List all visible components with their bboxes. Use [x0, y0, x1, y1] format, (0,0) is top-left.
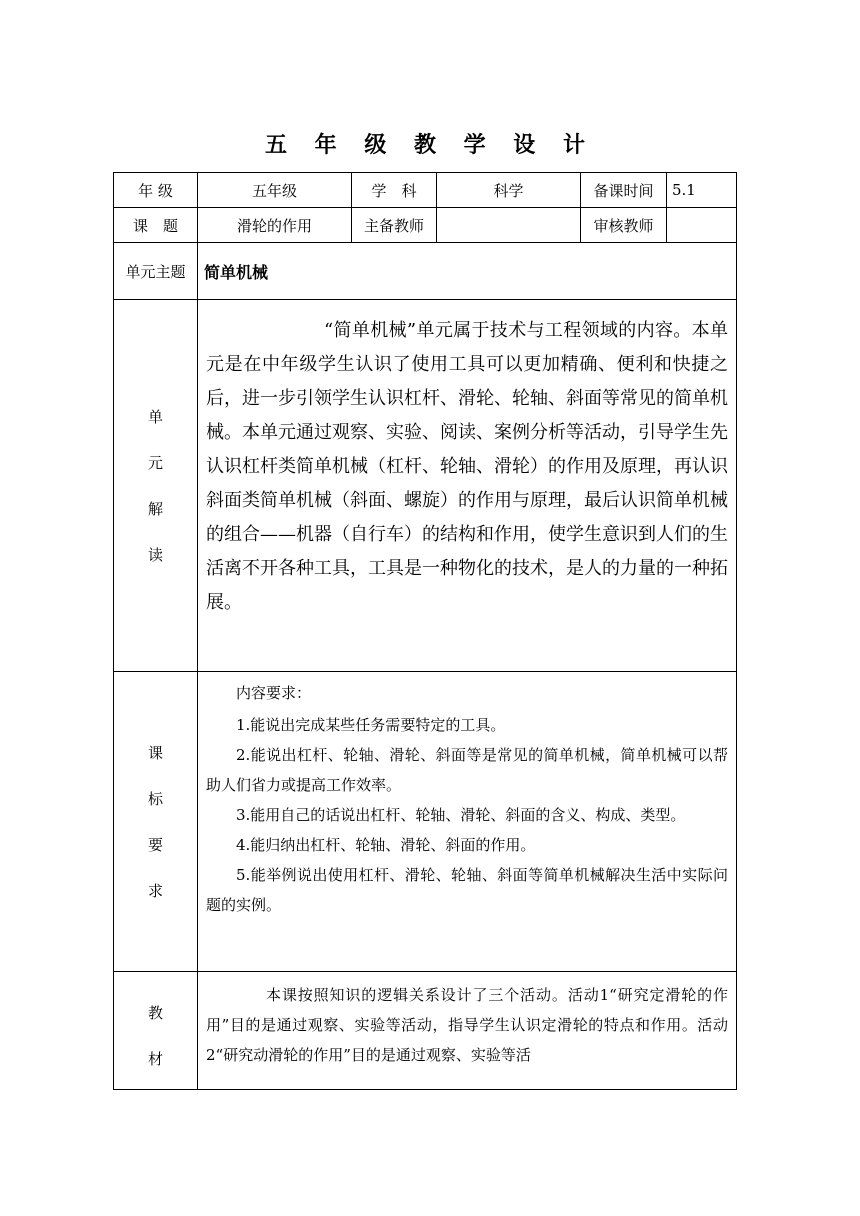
requirement-item: 3.能用自己的话说出杠杆、轮轴、滑轮、斜面的含义、构成、类型。	[236, 806, 686, 824]
textbook-paragraph: 本课按照知识的逻辑关系设计了三个活动。活动1“研究定滑轮的作用”目的是通过观察、实验等活动，指导学生认识定滑轮的特点和作用。活动2“研究动滑轮的作用”目的是通过观察、实验等活	[206, 986, 728, 1064]
label-char: 教	[147, 1004, 163, 1022]
requirement-item: 5.能举例说出使用杠杆、滑轮、轮轴、斜面等简单机械解决生活中实际问题的实例。	[206, 866, 728, 914]
reviewer-label: 审核教师	[581, 208, 667, 243]
unit-theme-value: 简单机械	[198, 243, 737, 300]
lead-teacher-label: 主备教师	[352, 208, 437, 243]
requirement-item: 2.能说出杠杆、轮轴、滑轮、斜面等是常见的简单机械，简单机械可以帮助人们省力或提高工作效率。	[206, 746, 728, 794]
unit-interpretation-text	[198, 300, 737, 672]
textbook-text	[198, 972, 737, 1090]
row-unit-theme	[114, 243, 737, 300]
row-unit-interpretation	[114, 300, 737, 672]
row-grade	[114, 173, 737, 208]
label-char: 课	[147, 743, 163, 762]
interpretation-first-line: “简单机械”单元属于技术与工程领域的内容。	[324, 320, 692, 341]
topic-label: 课 题	[114, 208, 198, 243]
requirements-heading: 内容要求：	[236, 684, 312, 702]
row-textbook	[114, 972, 737, 1090]
topic-value: 滑轮的作用	[198, 208, 352, 243]
label-char: 单	[147, 407, 163, 426]
prep-time-label: 备课时间	[581, 173, 667, 208]
subject-label: 学 科	[352, 173, 437, 208]
curriculum-requirements-label	[114, 672, 198, 972]
grade-value: 五年级	[198, 173, 352, 208]
page-title: 五 年 级 教 学 设 计	[265, 132, 595, 158]
curriculum-requirements-text	[198, 672, 737, 972]
requirement-item: 1.能说出完成某些任务需要特定的工具。	[236, 716, 506, 734]
label-char: 标	[147, 789, 163, 808]
requirement-item: 4.能归纳出杠杆、轮轴、滑轮、斜面的作用。	[236, 836, 536, 854]
interpretation-body: 本单元是在中年级学生认识了使用工具可以更加精确、便利和快捷之后，进一步引领学生认识杠杆、滑轮、轮轴、斜面等常见的简单机械。本单元通过观察、实验、阅读、案例分析等活动，引导学生先认识杠杆类简单机械（杠杆、轮轴、滑轮）的作用及原理，再认识斜面类简单机械（斜面、螺旋）的作用与原理，最后认识简单机械的组合——机器（自行车）的结构和作用，使学生意识到人们的生活离不开各种工具，工具是一种物化的技术，是人的力量的一种拓展。	[206, 320, 729, 613]
label-char: 元	[147, 453, 163, 472]
unit-theme-label: 单元主题	[114, 243, 198, 300]
lead-teacher-value	[437, 208, 581, 243]
grade-label: 年 级	[114, 173, 198, 208]
prep-time-value: 5.1	[667, 173, 737, 208]
label-char: 材	[147, 1050, 163, 1068]
label-char: 解	[147, 499, 163, 518]
lesson-plan-table	[113, 172, 737, 1090]
unit-interpretation-label	[114, 300, 198, 672]
reviewer-value	[667, 208, 737, 243]
subject-value: 科学	[437, 173, 581, 208]
row-topic	[114, 208, 737, 243]
label-char: 求	[147, 881, 163, 900]
label-char: 要	[147, 835, 163, 854]
row-curriculum-requirements	[114, 672, 737, 972]
label-char: 读	[147, 545, 163, 564]
textbook-label	[114, 972, 198, 1090]
